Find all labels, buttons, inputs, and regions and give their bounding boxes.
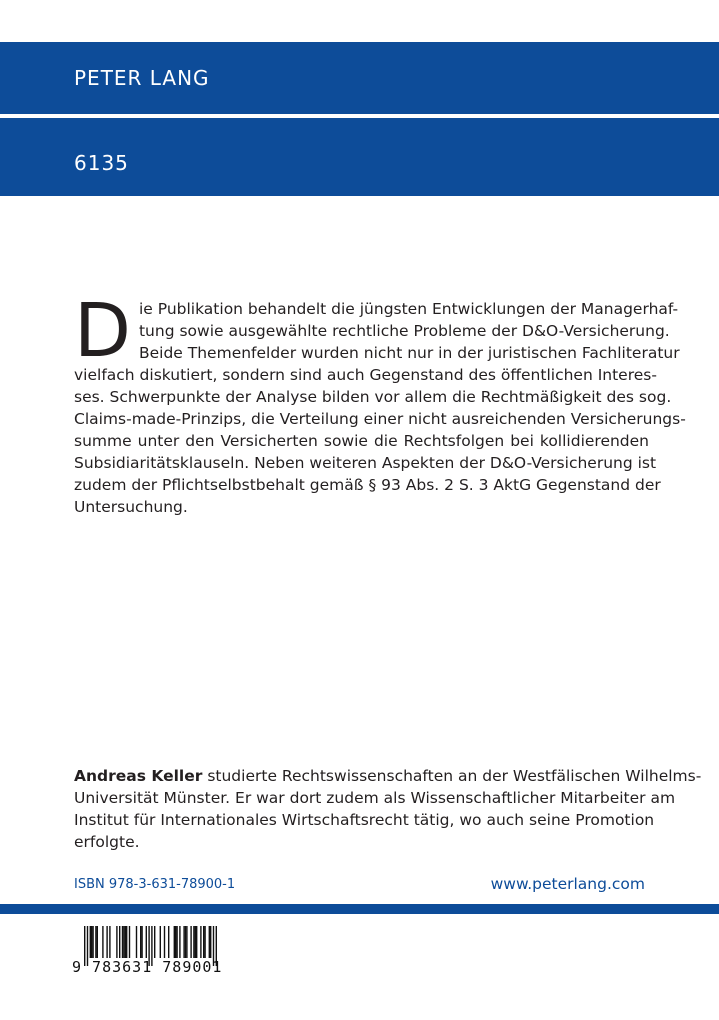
- author-bio-line: Institut für Internationales Wirtschaftsrecht tätig, wo auch seine Promotion: [74, 811, 655, 829]
- book-description: [74, 288, 686, 518]
- drop-cap: D: [74, 288, 131, 374]
- description-line: Untersuchung.: [74, 498, 188, 516]
- barcode-bar: [179, 926, 180, 958]
- barcode-bar: [154, 926, 155, 958]
- barcode-bar: [126, 926, 127, 958]
- barcode-bar: [204, 926, 205, 958]
- author-bio: [74, 765, 702, 853]
- barcode-bar: [160, 926, 161, 958]
- barcode: [72, 924, 224, 986]
- series-band: [0, 118, 719, 196]
- author-bio-line: erfolgte.: [74, 833, 140, 851]
- footer-rule: [0, 904, 719, 914]
- barcode-bar: [174, 926, 175, 958]
- description-line: zudem der Pflichtselbstbehalt gemäß § 93 Abs. 2 S. 3 AktG Gegenstand der: [74, 476, 661, 494]
- barcode-bar: [186, 926, 187, 958]
- barcode-bar: [185, 926, 186, 958]
- description-line: Subsidiaritätsklauseln. Neben weiteren Aspekten der D&O-Versicherung ist: [74, 454, 657, 472]
- author-bio-line: Universität Münster. Er war dort zudem als Wissenschaftlicher Mitarbeiter am: [74, 789, 676, 807]
- description-line: tung sowie ausgewählte rechtliche Probleme der D&O-Versicherung.: [138, 322, 670, 340]
- barcode-bar: [203, 926, 204, 958]
- barcode-bar: [168, 926, 169, 958]
- barcode-bar: [140, 926, 141, 958]
- barcode-bar: [193, 926, 194, 958]
- author-bio-line: [74, 765, 702, 787]
- series-number: 6135: [74, 151, 129, 175]
- barcode-digits: 9 783631 789001: [72, 958, 223, 976]
- barcode-bar: [95, 926, 96, 958]
- barcode-bar: [119, 926, 120, 958]
- barcode-bar: [129, 926, 130, 958]
- barcode-bar: [183, 926, 184, 958]
- barcode-bar: [97, 926, 98, 958]
- description-line: vielfach diskutiert, sondern sind auch Gegenstand des öffentlichen Interes-: [74, 366, 657, 384]
- description-line: Beide Themenfelder wurden nicht nur in der juristischen Fachliteratur: [138, 344, 680, 362]
- author-bio-text: studierte Rechtswissenschaften an der Westfälischen Wilhelms-: [202, 767, 702, 785]
- barcode-bar: [200, 926, 201, 958]
- barcode-bar: [164, 926, 165, 958]
- barcode-bar: [92, 926, 93, 958]
- barcode-bar: [123, 926, 124, 958]
- isbn: ISBN 978-3-631-78900-1: [74, 877, 236, 892]
- description-line: summe unter den Versicherten sowie die Rechtsfolgen bei kollidierenden: [74, 432, 649, 450]
- description-line: ses. Schwerpunkte der Analyse bilden vor allem die Rechtmäßigkeit des sog.: [74, 388, 672, 406]
- barcode-bar: [91, 926, 92, 958]
- barcode-bar: [109, 926, 110, 958]
- barcode-bar: [102, 926, 103, 958]
- barcode-bar: [195, 926, 196, 958]
- description-line: Claims-made-Prinzips, die Verteilung einer nicht ausreichenden Versicherungs-: [74, 410, 686, 428]
- barcode-bar: [122, 926, 123, 958]
- barcode-bar: [90, 926, 91, 958]
- author-name: Andreas Keller: [74, 767, 203, 785]
- publisher-name: PETER LANG: [74, 66, 210, 90]
- publisher-band: [0, 42, 719, 114]
- barcode-bar: [116, 926, 117, 958]
- barcode-bar: [210, 926, 211, 958]
- barcode-bar: [146, 926, 147, 958]
- barcode-bar: [176, 926, 177, 958]
- barcode-bar: [136, 926, 137, 958]
- barcode-bar: [190, 926, 191, 958]
- barcode-bar: [141, 926, 142, 958]
- barcode-bar: [106, 926, 107, 958]
- description-line: ie Publikation behandelt die jüngsten Entwicklungen der Managerhaf-: [138, 300, 679, 318]
- barcode-bar: [209, 926, 210, 958]
- publisher-website: www.peterlang.com: [490, 875, 645, 893]
- barcode-bar: [125, 926, 126, 958]
- barcode-bar: [196, 926, 197, 958]
- barcode-bar: [175, 926, 176, 958]
